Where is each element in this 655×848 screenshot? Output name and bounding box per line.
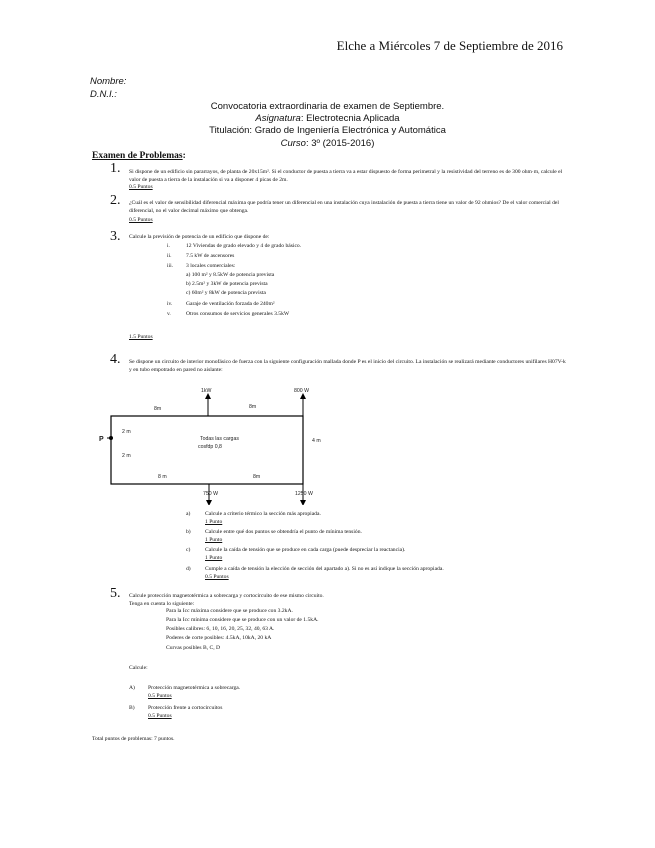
- curso-label: Curso: [280, 138, 306, 149]
- section-colon: :: [182, 151, 186, 161]
- q4-sub-marker: d): [186, 566, 191, 572]
- length-top-left: 8m: [154, 406, 162, 412]
- q5-sub-marker: B): [129, 705, 135, 711]
- section-title: [92, 151, 186, 161]
- q5-sub-points: 0.5 Puntos: [148, 693, 172, 699]
- load-bottom1-label: 750 W: [203, 491, 218, 497]
- load-top2-label: 800 W: [294, 388, 309, 394]
- nombre-label: Nombre:: [90, 76, 127, 87]
- section-title-text: Examen de Problemas: [92, 151, 183, 161]
- q5-condition: Poderes de corte posibles: 4.5kA, 10kA, 20 kA: [166, 635, 272, 641]
- q4-sub-points: 1 Punto: [205, 537, 223, 543]
- q4-number: 4.: [110, 352, 121, 367]
- q5-condition: Para la Icc mínima considere que se produce con un valor de 1.5kA.: [166, 617, 319, 623]
- q3-item-text: Garaje de ventilación forzada de 240m²: [186, 301, 275, 307]
- q3-item-text: 12 Viviendas de grado elevado y 4 de grado básico.: [186, 243, 302, 249]
- q3-item-marker: iv.: [167, 301, 173, 307]
- q2-number: 2.: [110, 193, 121, 208]
- convocatoria-title: Convocatoria extraordinaria de examen de Septiembre.: [210, 101, 445, 112]
- q3-item-text: a) 100 m² y 8.5kW de potencia prevista: [186, 272, 275, 278]
- q5-condition: Para la Icc máxima considere que se produce con 3.2kA.: [166, 608, 293, 614]
- q5-condition: Curvas posibles B, C, D: [166, 645, 221, 651]
- q5-line-2: Tenga en cuenta lo siguiente:: [129, 601, 195, 607]
- q5-sub-text: Protección magnetotérmica a sobrecarga.: [148, 685, 241, 691]
- q3-item-marker: i.: [167, 243, 170, 249]
- curso-line: [0, 138, 655, 149]
- q4-sub-points: 0.5 Puntos: [205, 574, 229, 580]
- q4-sub-marker: b): [186, 529, 191, 535]
- q4-sub-text: Calcule a criterio térmico la sección más apropiada.: [205, 511, 321, 517]
- load-bottom2-arrow: [300, 500, 306, 505]
- load-top1-label: 1kW: [201, 388, 212, 394]
- asignatura-label: Asignatura: [255, 113, 301, 124]
- q3-item-marker: v.: [167, 311, 171, 317]
- length-right: 4 m: [312, 438, 321, 444]
- q4-sub-text: Calcule entre qué dos puntos se obtendría el punto de mínima tensión.: [205, 529, 362, 535]
- q3-item-text: c) 60m² y 8kW de potencia prevista: [186, 290, 266, 296]
- length-bottom-right: 8m: [253, 474, 261, 480]
- length-left-upper: 2 m: [122, 429, 131, 435]
- q2-points: 0.5 Puntos: [129, 217, 153, 223]
- length-left-lower: 2 m: [122, 453, 131, 459]
- q3-item-marker: ii.: [167, 253, 172, 259]
- q3-points: 1.5 Puntos: [129, 334, 153, 340]
- node-p-label: P: [99, 436, 104, 443]
- q4-sub-marker: a): [186, 511, 191, 517]
- q3-number: 3.: [110, 229, 121, 244]
- q5-sub-points: 0.5 Puntos: [148, 713, 172, 719]
- q5-sub-marker: A): [129, 685, 135, 691]
- q5-condition: Posibles calibres: 6, 10, 16, 20, 25, 32, 40, 63 A.: [166, 626, 275, 632]
- q5-line-1: Calcule protección magnetotérmica a sobrecarga y cortocircuito de ese mismo circuito.: [129, 593, 324, 599]
- load-bottom1-arrow: [206, 500, 212, 505]
- q3-item-marker: iii.: [167, 263, 174, 269]
- q5-number: 5.: [110, 586, 121, 601]
- dni-label: D.N.I.:: [90, 89, 117, 100]
- q5-calcule: Calcule:: [129, 665, 148, 671]
- footer-total: Total puntos de problemas: 7 puntos.: [92, 736, 175, 742]
- q1-number: 1.: [110, 161, 121, 176]
- circuit-loop: [111, 416, 303, 484]
- q2-text: ¿Cuál es el valor de sensibilidad diferencial máxima que podría tener un diferencial en una instalación cuya instalación de puesta a tierra tiene un valor de 92 ohmios? De el valor comercial del diferencial, no el valor decimal máximo que obtenga.: [129, 200, 559, 214]
- asignatura-line: [0, 113, 655, 124]
- q1-text: Si dispone de un edificio sin pararrayos, de planta de 20x15m². Si el conductor de puesta a tierra va a estar dispuesto de forma perimetral y la resistividad del terreno es de 300 ohm·m, calcule el valor de puesta a tierra de la instalación si va a disponer 4 picas de 2m.: [129, 169, 563, 183]
- asignatura-value: : Electrotecnia Aplicada: [300, 113, 400, 124]
- node-p-dot: [109, 436, 113, 440]
- length-bottom-left: 8 m: [158, 474, 167, 480]
- circuit-diagram: [90, 380, 350, 505]
- q3-intro: Calcule la previsión de potencia de un edificio que dispone de:: [129, 234, 270, 240]
- q4-sub-marker: c): [186, 547, 191, 553]
- titulacion-line: Titulación: Grado de Ingeniería Electrónica y Automática: [209, 125, 446, 136]
- q4-text: Se dispone un circuito de interior monofásico de fuerza con la siguiente configuración mallada donde P es el inicio del circuito. La instalación se realizará mediante conductores unifilares H07V-k y en tubo empotrado en pared no aislante:: [129, 359, 566, 373]
- q4-sub-points: 1 Punto: [205, 519, 223, 525]
- q3-item-text: 7.5 kW de ascensores: [186, 253, 235, 259]
- load-bottom2-label: 1250 W: [295, 491, 313, 497]
- q4-sub-text: Cumple a caída de tensión la elección de sección del apartado a). Si no es así indique la sección apropiada.: [205, 566, 444, 572]
- q5-sub-text: Protección frente a cortocircuitos: [148, 705, 223, 711]
- q3-item-text: b) 2.5m² y 3kW de potencia prevista: [186, 281, 268, 287]
- q3-item-text: Otros consumos de servicios generales 3.5kW: [186, 311, 290, 317]
- q3-item-text: 3 locales comerciales:: [186, 263, 236, 269]
- diagram-note-line1: Todas las cargas: [200, 436, 239, 442]
- q4-sub-points: 1 Punto: [205, 555, 223, 561]
- diagram-note-line2: cosfdp 0,8: [198, 444, 222, 450]
- date-line: Elche a Miércoles 7 de Septiembre de 2016: [336, 38, 563, 53]
- q4-sub-text: Calcule la caída de tensión que se produce en cada carga (puede despreciar la reactancia).: [205, 547, 406, 553]
- curso-value: : 3º (2015-2016): [305, 138, 375, 149]
- length-top-right: 8m: [249, 404, 257, 410]
- q1-points: 0.5 Puntos: [129, 184, 153, 190]
